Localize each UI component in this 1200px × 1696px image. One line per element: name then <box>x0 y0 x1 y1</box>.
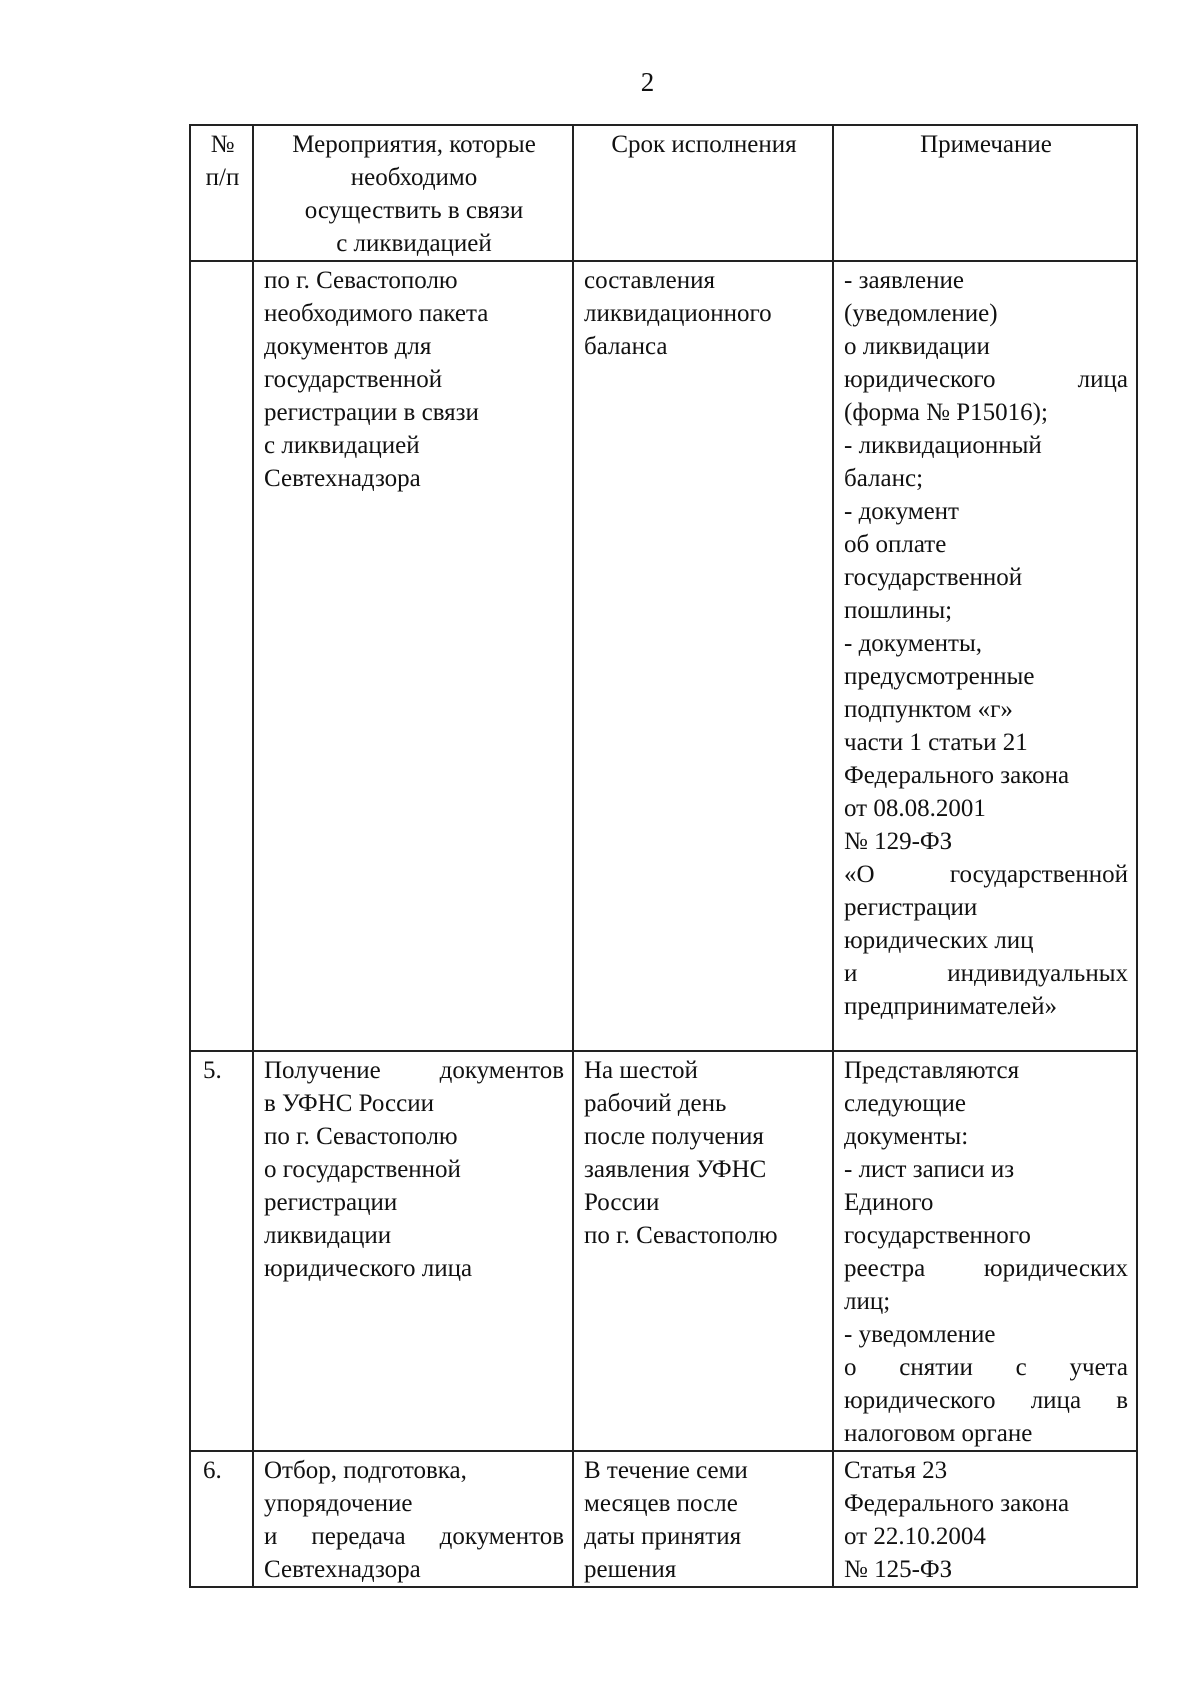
row-activity <box>253 261 573 1051</box>
text-line: по г. Севастополю <box>264 267 458 294</box>
text-line: лиц; <box>844 1288 891 1315</box>
row-deadline <box>573 1451 833 1587</box>
header-num <box>190 125 253 261</box>
header-deadline <box>573 125 833 261</box>
text-line: предпринимателей» <box>844 993 1057 1020</box>
text-line: пошлины; <box>844 597 953 624</box>
text-line: подпунктом «г» <box>844 696 1013 723</box>
text-line: рабочий день <box>584 1090 727 1117</box>
header-num-line: п/п <box>205 164 240 191</box>
header-deadline-line: Срок исполнения <box>611 131 797 158</box>
text-line: регистрации <box>264 1189 398 1216</box>
page-number: 2 <box>640 67 655 97</box>
text-line: об оплате <box>844 531 947 558</box>
header-activity <box>253 125 573 261</box>
text-line: регистрации <box>844 894 978 921</box>
text-line: регистрации в связи <box>264 399 479 426</box>
text-line: государственной <box>844 564 1023 591</box>
row-deadline <box>573 261 833 1051</box>
text-line: - уведомление <box>844 1321 996 1348</box>
header-activity-line: с ликвидацией <box>336 230 492 257</box>
text-line: заявления УФНС <box>584 1156 767 1183</box>
text-line: Федерального закона <box>844 1490 1070 1517</box>
text-line: России <box>584 1189 660 1216</box>
text-line: (форма № Р15016); <box>844 399 1048 426</box>
text-line: о государственной <box>264 1156 461 1183</box>
text-line: с ликвидацией <box>264 432 420 459</box>
row-note <box>833 1451 1137 1587</box>
text-line: Севтехнадзора <box>264 1556 421 1583</box>
table-row <box>190 261 1137 1051</box>
text-line: ликвидации <box>264 1222 392 1249</box>
text-line: месяцев после <box>584 1490 738 1517</box>
header-activity-line: Мероприятия, которые <box>292 131 536 158</box>
text-line: составления <box>584 267 715 294</box>
text-line: о снятии с учета <box>844 1354 1128 1381</box>
text-line: и индивидуальных <box>844 960 1128 987</box>
table-row <box>190 1451 1137 1587</box>
header-note <box>833 125 1137 261</box>
text-line: На шестой <box>584 1057 698 1084</box>
text-line: от 22.10.2004 <box>844 1523 986 1550</box>
text-line: после получения <box>584 1123 764 1150</box>
text-line: документов для <box>264 333 432 360</box>
text-line: № 129-ФЗ <box>844 828 953 855</box>
text-line: - ликвидационный <box>844 432 1042 459</box>
text-line: Статья 23 <box>844 1457 948 1484</box>
text-line: Представляются <box>844 1057 1020 1084</box>
text-line: от 08.08.2001 <box>844 795 986 822</box>
text-line: - документ <box>844 498 959 525</box>
text-line: следующие <box>844 1090 966 1117</box>
text-line: юридического лица <box>844 366 1128 393</box>
row-activity <box>253 1451 573 1587</box>
text-line: государственного <box>844 1222 1031 1249</box>
row-activity <box>253 1051 573 1451</box>
text-line: даты принятия <box>584 1523 742 1550</box>
text-line: по г. Севастополю <box>264 1123 458 1150</box>
text-line: (уведомление) <box>844 300 998 327</box>
text-line: документы: <box>844 1123 969 1150</box>
row-deadline <box>573 1051 833 1451</box>
text-line: Единого <box>844 1189 934 1216</box>
row-number: 5. <box>190 1051 253 1451</box>
liquidation-plan-table <box>189 124 1138 1588</box>
text-line: юридических лиц <box>844 927 1034 954</box>
row-note <box>833 261 1137 1051</box>
table-header-row <box>190 125 1137 261</box>
table-row <box>190 1051 1137 1451</box>
text-line: баланса <box>584 333 668 360</box>
text-line: о ликвидации <box>844 333 990 360</box>
text-line: предусмотренные <box>844 663 1035 690</box>
text-line: № 125-ФЗ <box>844 1556 953 1583</box>
text-line: необходимого пакета <box>264 300 489 327</box>
text-line: упорядочение <box>264 1490 413 1517</box>
row-note <box>833 1051 1137 1451</box>
text-line: баланс; <box>844 465 924 492</box>
header-note-line: Примечание <box>920 131 1052 158</box>
text-line: Севтехнадзора <box>264 465 421 492</box>
text-line: налоговом органе <box>844 1420 1033 1447</box>
text-line: юридического лица в <box>844 1387 1128 1414</box>
text-line: решения <box>584 1556 677 1583</box>
header-activity-line: осуществить в связи <box>304 197 524 224</box>
text-line: и передача документов <box>264 1523 564 1550</box>
text-line: государственной <box>264 366 443 393</box>
text-line: Получение документов <box>264 1057 564 1084</box>
text-line: В течение семи <box>584 1457 748 1484</box>
text-line: ликвидационного <box>584 300 772 327</box>
text-line: Отбор, подготовка, <box>264 1457 467 1484</box>
text-line: «О государственной <box>844 861 1128 888</box>
header-activity-line: необходимо <box>350 164 478 191</box>
text-line: Федерального закона <box>844 762 1070 789</box>
header-num-line: № <box>210 131 235 158</box>
text-line: - заявление <box>844 267 964 294</box>
row-number: 6. <box>190 1451 253 1587</box>
text-line: в УФНС России <box>264 1090 434 1117</box>
text-line: реестра юридических <box>844 1255 1128 1282</box>
text-line: - лист записи из <box>844 1156 1015 1183</box>
text-line: по г. Севастополю <box>584 1222 778 1249</box>
text-line: юридического лица <box>264 1255 473 1282</box>
text-line: части 1 статьи 21 <box>844 729 1028 756</box>
text-line: - документы, <box>844 630 983 657</box>
row-number <box>190 261 253 1051</box>
